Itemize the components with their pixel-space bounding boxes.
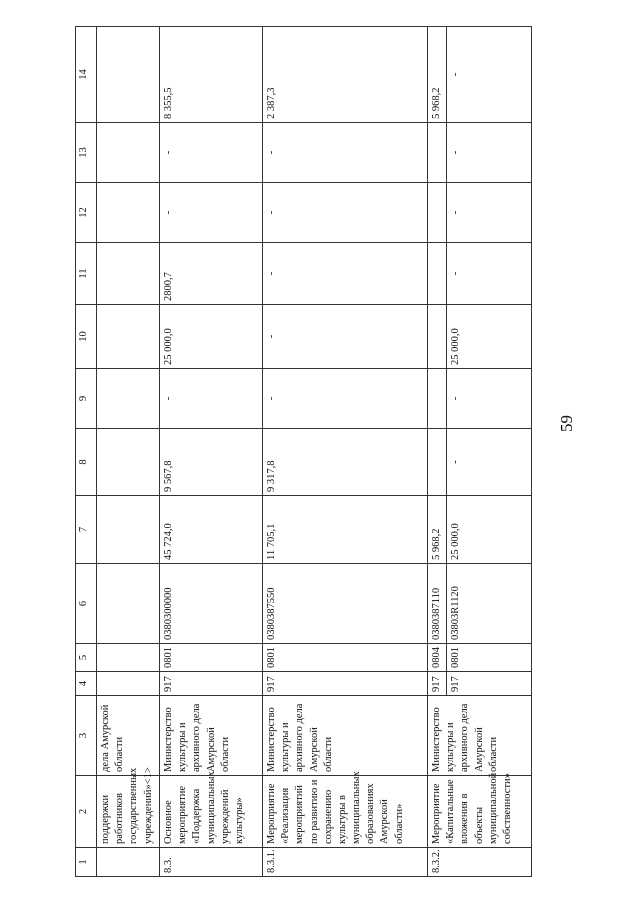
header-cell: 10 [76, 305, 97, 369]
cell-rzpr: 0804 [428, 644, 447, 672]
header-cell: 8 [76, 429, 97, 496]
cell-value [97, 123, 160, 183]
cell-value [428, 429, 447, 496]
cell-value: 25 000,0 [447, 305, 532, 369]
cell-total: 25 000,0 [447, 496, 532, 564]
cell-csr: 0380300000 [160, 564, 263, 644]
cell-value: - [263, 305, 428, 369]
cell-value [428, 183, 447, 243]
cell-executor: Министерство культуры и архивного дела Амурской области [428, 696, 532, 776]
cell-grbs [97, 672, 160, 696]
cell-grbs: 917 [447, 672, 532, 696]
header-cell: 1 [76, 848, 97, 877]
cell-value [97, 305, 160, 369]
cell-grbs: 917 [160, 672, 263, 696]
header-cell: 7 [76, 496, 97, 564]
cell-grbs: 917 [263, 672, 428, 696]
cell-value: - [263, 369, 428, 429]
cell-total: 11 705,1 [263, 496, 428, 564]
cell-value: - [263, 123, 428, 183]
cell-total: 45 724,0 [160, 496, 263, 564]
cell-value: 9 567,8 [160, 429, 263, 496]
cell-value: 9 317,8 [263, 429, 428, 496]
cell-executor: дела Амурской области [97, 696, 160, 776]
cell-number [97, 848, 160, 877]
cell-number: 8.3.2. [428, 848, 532, 877]
cell-number: 8.3.1. [263, 848, 428, 877]
cell-value: 2 387,3 [263, 27, 428, 123]
cell-value [97, 243, 160, 305]
cell-grbs: 917 [428, 672, 447, 696]
cell-rzpr: 0801 [447, 644, 532, 672]
cell-value: 5 968,2 [428, 27, 447, 123]
cell-number: 8.3. [160, 848, 263, 877]
cell-name: Мероприятие «Реализация мероприятий по развитию и сохранению культуры в муниципальных образованиях Амурской области» [263, 776, 428, 848]
cell-name: поддержки работников государственных учреждений»<1> [97, 776, 160, 848]
cell-value [428, 243, 447, 305]
cell-value: - [447, 369, 532, 429]
page-number: 59 [557, 415, 576, 432]
cell-value: - [447, 123, 532, 183]
cell-rzpr: 0801 [160, 644, 263, 672]
header-cell: 13 [76, 123, 97, 183]
cell-total: 5 968,2 [428, 496, 447, 564]
cell-value: - [447, 183, 532, 243]
header-cell: 11 [76, 243, 97, 305]
cell-executor: Министерство культуры и архивного дела Амурской области [263, 696, 428, 776]
cell-value [97, 183, 160, 243]
table-row [160, 27, 263, 877]
cell-total [97, 496, 160, 564]
cell-value [97, 429, 160, 496]
table-row [428, 27, 447, 877]
cell-name: Основное мероприятие «Поддержка муниципальных учреждений культуры» [160, 776, 263, 848]
cell-csr: 0380387110 [428, 564, 447, 644]
cell-value [428, 369, 447, 429]
cell-value [428, 123, 447, 183]
cell-value: - [447, 27, 532, 123]
cell-value: - [263, 183, 428, 243]
cell-rzpr: 0801 [263, 644, 428, 672]
cell-rzpr [97, 644, 160, 672]
cell-value: - [263, 243, 428, 305]
header-cell: 12 [76, 183, 97, 243]
header-row [76, 27, 97, 877]
cell-value [97, 369, 160, 429]
cell-name: Мероприятие «Капитальные вложения в объекты муниципальной собственности» [428, 776, 532, 848]
cell-csr [97, 564, 160, 644]
cell-value: - [160, 183, 263, 243]
header-cell: 9 [76, 369, 97, 429]
cell-value: 8 355,5 [160, 27, 263, 123]
table-row [263, 27, 428, 877]
header-cell: 5 [76, 644, 97, 672]
cell-value: - [447, 429, 532, 496]
header-cell: 2 [76, 776, 97, 848]
cell-value: - [160, 123, 263, 183]
rotated-table-wrapper [75, 27, 530, 877]
cell-executor: Министерство культуры и архивного дела Амурской области [160, 696, 263, 776]
header-cell: 4 [76, 672, 97, 696]
cell-csr: 03803R1120 [447, 564, 532, 644]
cell-value: - [160, 369, 263, 429]
cell-value: - [447, 243, 532, 305]
cell-value: 2800,7 [160, 243, 263, 305]
budget-table [75, 26, 532, 877]
header-cell: 3 [76, 696, 97, 776]
cell-value [428, 305, 447, 369]
table-row [97, 27, 160, 877]
cell-value [97, 27, 160, 123]
header-cell: 6 [76, 564, 97, 644]
cell-csr: 0380387550 [263, 564, 428, 644]
header-cell: 14 [76, 27, 97, 123]
cell-value: 25 000,0 [160, 305, 263, 369]
